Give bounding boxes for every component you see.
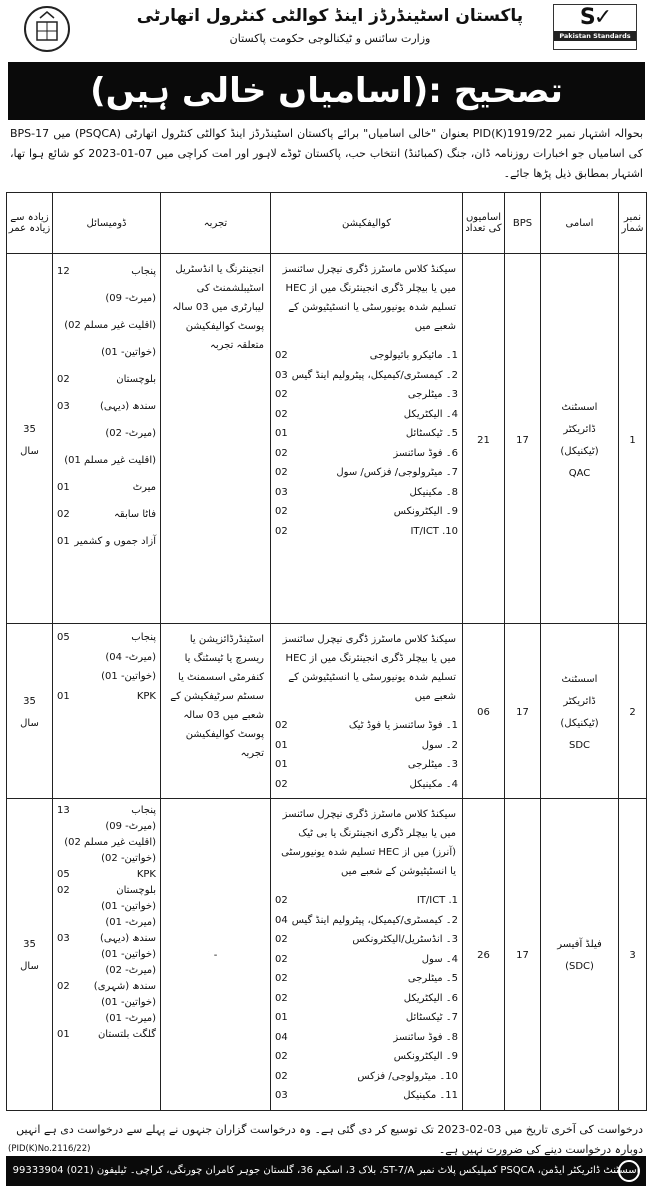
bps-value: 17 (516, 707, 529, 718)
domicile-cell (53, 624, 161, 799)
qualification-list (271, 712, 462, 798)
domicile-item (57, 915, 156, 931)
qualification-item-count: 02 (275, 778, 288, 790)
post-title-line: ڈائریکٹر (563, 696, 596, 707)
domicile-item-count: 02 (57, 374, 70, 385)
qualification-item-label: 3۔ میٹلرجی (407, 389, 458, 400)
bps-cell (505, 624, 541, 799)
domicile-item (57, 648, 156, 668)
domicile-item-label: (اقلیت غیر مسلم 02) (64, 837, 156, 848)
bps-value: 17 (516, 434, 529, 446)
domicile-item-label: سندھ (شہری) (93, 981, 156, 992)
age-cell (7, 799, 53, 1111)
header-qualification: کوالیفکیشن (271, 193, 463, 254)
qualification-item-count: 02 (275, 408, 288, 420)
age-value: سال (20, 445, 39, 457)
count-cell (463, 799, 505, 1111)
domicile-item (57, 979, 156, 995)
experience-cell (161, 799, 271, 1111)
header-age: زیادہ سے زیادہ عمر (7, 193, 53, 254)
qualification-item (275, 736, 458, 756)
domicile-item (57, 420, 156, 447)
logo-caption: Pakistan Standards (554, 31, 636, 41)
domicile-list (53, 254, 160, 559)
qualification-item (275, 716, 458, 736)
domicile-item-count (57, 339, 81, 366)
post-title-line: (ٹیکنیکل) (560, 718, 599, 729)
qualification-item (275, 930, 458, 950)
domicile-item (57, 285, 156, 312)
qualification-item-label: 10۔ میٹرولوجی/ فزکس (357, 1070, 458, 1082)
domicile-item (57, 963, 156, 979)
bps-cell (505, 799, 541, 1111)
post-count: 26 (477, 950, 490, 962)
domicile-item (57, 995, 156, 1011)
qualification-item (275, 1028, 458, 1048)
domicile-item-label: بلوچستان (116, 885, 156, 896)
domicile-item-count (57, 667, 81, 687)
intro-paragraph: بحوالہ اشتہار نمبر 1919/22(PID(K بعنوان "خالی اسامیاں" برائے پاکستان اسٹینڈرڈز اینڈ کوالٹی کنٹرول اتھارٹی (PSQCA) میں BPS-17 کی اسامیاں جو اخبارات روزنامہ ڈان، جنگ (کمبائنڈ) انتخاب حب، پاکستان ٹوڈے لاہور اور امت کراچی میں 07-01-2023 کو شائع ہوا تھا، اشتہار بمطابق ذیل پڑھا جائے۔ (10, 127, 644, 180)
qualification-item-label: 3۔ میٹلرجی (407, 759, 458, 770)
domicile-item-label: (خواتین- 02) (101, 853, 156, 864)
qualification-item-count: 01 (275, 428, 288, 439)
domicile-item-label: (خواتین- 01) (101, 901, 156, 912)
qualification-item-label: 5۔ میٹلرجی (407, 973, 458, 984)
domicile-item-label: (خواتین- 01) (101, 997, 156, 1008)
domicile-item (57, 867, 156, 883)
domicile-item (57, 628, 156, 648)
post-title-line: اسسٹنٹ (561, 674, 598, 685)
qualification-item-count: 03 (275, 486, 288, 498)
qualification-item (275, 969, 458, 989)
domicile-item-count (57, 648, 81, 668)
domicile-item-count: 01 (57, 536, 70, 547)
qualification-item (275, 950, 458, 970)
qualification-item-label: 2۔ کیمسٹری/کیمیکل، پیٹرولیم اینڈ گیس (291, 369, 458, 381)
domicile-cell (53, 799, 161, 1111)
qualification-item (275, 775, 458, 795)
domicile-item-label: (اقلیت غیر مسلم 02) (64, 320, 156, 331)
serial-number: 3 (629, 950, 636, 962)
qualification-intro: سیکنڈ کلاس ماسٹرز ڈگری نیچرل سائنسز میں یا بیچلر ڈگری انجینئرنگ یا بی ٹیک (آنرز) میں از HEC تسلیم شدہ یونیورسٹی یا انسٹیٹیوشن کے شعبے میں (281, 809, 456, 877)
domicile-item (57, 687, 156, 707)
age-cell (7, 624, 53, 799)
organization-title: پاکستان اسٹینڈرڈز اینڈ کوالٹی کنٹرول اتھارٹی (136, 6, 524, 26)
qualification-item (275, 911, 458, 931)
qualification-item (275, 1008, 458, 1028)
post-title-line: SDC (568, 740, 591, 751)
post-title-line: اسسٹنٹ (561, 401, 598, 413)
header-count: اسامیوں کی تعداد (463, 193, 505, 254)
domicile-item-label: KPK (136, 869, 156, 880)
sno-cell (619, 254, 647, 624)
qualification-item-count: 02 (275, 350, 288, 361)
qualification-item-count: 01 (275, 759, 288, 770)
sno-cell (619, 624, 647, 799)
qualification-item-label: IT/ICT .1 (416, 895, 458, 906)
qualification-item (275, 366, 458, 386)
qualification-item-label: 9۔ الیکٹرونکس (393, 506, 458, 517)
qualification-item (275, 755, 458, 775)
sno-cell (619, 799, 647, 1111)
experience-text: - (213, 950, 218, 962)
qualification-item-count: 02 (275, 973, 288, 984)
qualification-item-count: 04 (275, 914, 288, 926)
qualification-item (275, 483, 458, 503)
domicile-item (57, 1011, 156, 1027)
domicile-item (57, 851, 156, 867)
qualification-item-label: IT/ICT .10 (410, 525, 458, 537)
age-value: 35 (23, 939, 36, 951)
header-bps: BPS (505, 193, 541, 254)
qualification-item-count: 03 (275, 369, 288, 381)
qualification-item (275, 1086, 458, 1106)
qualification-item (275, 989, 458, 1009)
qualification-item-count: 02 (275, 467, 288, 478)
qualification-item (275, 1067, 458, 1087)
domicile-item-label: (خواتین- 01) (101, 671, 156, 682)
domicile-item (57, 312, 156, 339)
qualification-item (275, 424, 458, 444)
domicile-item-count: 05 (57, 632, 70, 643)
qualification-item (275, 405, 458, 425)
domicile-item (57, 835, 156, 851)
post-title-line: QAC (568, 467, 591, 479)
domicile-item-count: 03 (57, 401, 70, 412)
domicile-item-count: 02 (57, 885, 70, 896)
table-header-row (7, 193, 647, 254)
domicile-item-label: فاٹا سابقہ (114, 509, 156, 520)
experience-text: اسٹینڈرڈائزیشن یا ریسرچ یا ٹیسٹنگ یا کنفرمٹی اسسمنٹ یا سسٹم سرٹیفکیشن کے شعبے میں 03 سالہ پوسٹ کوالیفکیشن تجربہ (170, 634, 264, 759)
domicile-item-count (57, 835, 64, 851)
domicile-item (57, 899, 156, 915)
domicile-item-label: پنجاب (131, 805, 156, 816)
qualification-item-label: 4۔ مکینیکل (409, 778, 458, 790)
domicile-item (57, 393, 156, 420)
domicile-item-count (57, 947, 81, 963)
age-value: سال (20, 961, 39, 973)
experience-cell (161, 254, 271, 624)
corrigendum-banner (8, 62, 645, 120)
domicile-item-count (57, 420, 81, 447)
domicile-item-label: سندھ (دیہی) (99, 401, 156, 412)
qualification-item (275, 522, 458, 542)
domicile-item-count (57, 285, 81, 312)
serial-number: 1 (629, 434, 636, 446)
table-row (7, 254, 647, 624)
qualification-item-label: 7۔ ٹیکسٹائل (405, 1012, 458, 1023)
qualification-item-count: 04 (275, 1031, 288, 1043)
bps-cell (505, 254, 541, 624)
domicile-item-count: 02 (57, 509, 70, 520)
post-title-line: فیلڈ آفیسر (557, 939, 602, 951)
domicile-item-count: 02 (57, 981, 70, 992)
domicile-item (57, 819, 156, 835)
experience-cell (161, 624, 271, 799)
post-title-line: ڈائریکٹر (563, 423, 596, 435)
count-cell (463, 254, 505, 624)
qualification-item-count: 02 (275, 447, 288, 459)
qualification-item-count: 02 (275, 1070, 288, 1082)
qualification-item-count: 02 (275, 720, 288, 731)
age-cell (7, 254, 53, 624)
domicile-item-label: آزاد جموں و کشمیر (74, 536, 156, 547)
age-value: 35 (23, 696, 36, 707)
domicile-item-count (57, 963, 81, 979)
qualification-item (275, 1047, 458, 1067)
post-title-line: (ٹیکنیکل) (560, 445, 599, 457)
qualification-intro: سیکنڈ کلاس ماسٹرز ڈگری نیچرل سائنسز میں یا بیچلر ڈگری انجینئرنگ میں از HEC تسلیم شدہ یونیورسٹی یا انسٹیٹیوشن کے شعبے میں (282, 264, 456, 332)
domicile-item (57, 931, 156, 947)
qualification-item-count: 02 (275, 895, 288, 906)
qualification-item-count: 02 (275, 1051, 288, 1062)
domicile-item-count (57, 995, 81, 1011)
domicile-list (53, 624, 160, 710)
post-count: 06 (477, 707, 490, 718)
header (0, 0, 653, 62)
address-text: اسسٹنٹ ڈائریکٹر ایڈمن، PSQCA کمپلیکس پلاٹ نمبر ST-7/A، بلاک 3، اسکیم 36، گلستان جوہر کامران چورنگی، کراچی۔ ٹیلیفون (021) 99333904 (12, 1165, 640, 1176)
header-domicile: ڈومیسائل (53, 193, 161, 254)
government-emblem-icon (22, 4, 72, 54)
domicile-list (53, 799, 160, 1047)
domicile-item (57, 258, 156, 285)
qualification-item-label: 8۔ فوڈ سائنسز (393, 1031, 458, 1043)
domicile-item (57, 883, 156, 899)
domicile-item-label: (میرٹ- 09) (105, 293, 156, 304)
age-value: 35 (23, 423, 36, 435)
header-sno: نمبر شمار (619, 193, 647, 254)
domicile-item-label: (میرٹ- 09) (105, 821, 156, 832)
age-value: سال (20, 718, 39, 729)
domicile-item-count: 12 (57, 266, 70, 277)
domicile-item-label: (خواتین- 01) (101, 347, 156, 358)
standards-mark-icon: S✓ (579, 5, 611, 30)
qualification-item-count: 02 (275, 389, 288, 400)
qualification-item-label: 2۔ سول (421, 739, 458, 751)
domicile-item-count: 05 (57, 869, 70, 880)
vacancies-table (6, 192, 647, 1111)
qualification-cell (271, 624, 463, 799)
domicile-item-count (57, 819, 81, 835)
qualification-item-label: 4۔ سول (421, 953, 458, 965)
domicile-item (57, 447, 156, 474)
serial-number: 2 (629, 707, 636, 718)
address-bar (6, 1156, 646, 1186)
domicile-item-label: بلوچستان (116, 374, 156, 385)
qualification-list (271, 342, 462, 545)
pid-number: (PID(K)No.2116/22) (8, 1144, 91, 1154)
qualification-item-count: 01 (275, 739, 288, 751)
qualification-item-count: 02 (275, 525, 288, 537)
qualification-item-count: 02 (275, 953, 288, 965)
domicile-item (57, 366, 156, 393)
bps-value: 17 (516, 950, 529, 962)
qualification-item-label: 8۔ مکینیکل (409, 486, 458, 498)
domicile-item-label: KPK (136, 690, 156, 702)
post-count: 21 (477, 434, 490, 446)
domicile-item-label: سندھ (دیہی) (99, 933, 156, 944)
deadline-note: درخواست کی آخری تاریخ میں 03-02-2023 تک توسیع کر دی گئی ہے۔ وہ درخواست گزاران جنہوں نے پہلے سے درخواست دی ہے انہیں دوبارہ درخواست دینے کی ضرورت نہیں ہے۔ (16, 1123, 643, 1156)
domicile-item-count (57, 915, 81, 931)
domicile-item-label: (میرٹ- 01) (105, 917, 156, 928)
domicile-item-label: میرٹ (132, 482, 156, 493)
qualification-item-count: 02 (275, 934, 288, 945)
qualification-item-count: 01 (275, 1012, 288, 1023)
domicile-item (57, 339, 156, 366)
qualification-item (275, 346, 458, 366)
qualification-cell (271, 799, 463, 1111)
domicile-item-label: (خواتین- 01) (101, 949, 156, 960)
domicile-item-count: 13 (57, 805, 70, 816)
domicile-item-label: پنجاب (131, 632, 156, 643)
qualification-item-label: 1۔ فوڈ سائنسز یا فوڈ ٹیک (348, 720, 458, 731)
qualification-item-label: 2۔ کیمسٹری/کیمیکل، پیٹرولیم اینڈ گیس (291, 914, 458, 926)
domicile-item-count (57, 1011, 81, 1027)
qualification-item-count: 03 (275, 1090, 288, 1101)
qualification-item (275, 463, 458, 483)
qualification-list (271, 887, 462, 1110)
domicile-item-label: (میرٹ- 04) (105, 651, 156, 663)
domicile-item-label: گلگت بلتستان (97, 1029, 156, 1040)
domicile-item-label: پنجاب (131, 266, 156, 277)
domicile-item-count (57, 899, 81, 915)
domicile-item-count: 01 (57, 690, 70, 702)
domicile-item (57, 474, 156, 501)
domicile-item-count: 03 (57, 933, 70, 944)
domicile-item (57, 803, 156, 819)
qualification-item-count: 02 (275, 506, 288, 517)
table-row (7, 799, 647, 1111)
post-cell (541, 254, 619, 624)
count-cell (463, 624, 505, 799)
psqca-seal-icon (618, 1160, 640, 1182)
qualification-item (275, 444, 458, 464)
qualification-item (275, 891, 458, 911)
banner-text: تصحیح :(اسامیاں خالی ہیں) (90, 71, 563, 111)
qualification-item-label: 3۔ انڈسٹریل/الیکٹرونکس (352, 934, 458, 945)
domicile-item-label: (میرٹ- 02) (105, 428, 156, 439)
domicile-item (57, 667, 156, 687)
post-cell (541, 624, 619, 799)
qualification-item-label: 4۔ الیکٹریکل (403, 408, 458, 420)
qualification-item (275, 502, 458, 522)
domicile-item-label: (اقلیت غیر مسلم 01) (64, 455, 156, 466)
qualification-item (275, 385, 458, 405)
qualification-item-label: 1۔ مائیکرو بائیولوجی (369, 350, 458, 361)
qualification-cell (271, 254, 463, 624)
domicile-item (57, 528, 156, 555)
qualification-item-label: 5۔ ٹیکسٹائل (405, 428, 458, 439)
qualification-item-label: 6۔ الیکٹریکل (403, 992, 458, 1004)
domicile-item-count (57, 447, 64, 474)
ministry-subtitle: وزارت سائنس و ٹیکنالوجی حکومت پاکستان (229, 32, 431, 45)
domicile-item (57, 1027, 156, 1043)
post-title-line: (SDC) (565, 961, 594, 973)
table-row (7, 624, 647, 799)
domicile-item (57, 501, 156, 528)
domicile-item-count: 01 (57, 1029, 70, 1040)
domicile-item-label: (میرٹ- 01) (105, 1013, 156, 1024)
domicile-item-label: (میرٹ- 02) (105, 965, 156, 976)
domicile-item-count (57, 312, 64, 339)
header-experience: تجربہ (161, 193, 271, 254)
header-post: اسامی (541, 193, 619, 254)
qualification-item-label: 9۔ الیکٹرونکس (393, 1051, 458, 1062)
domicile-cell (53, 254, 161, 624)
qualification-item-label: 7۔ میٹرولوجی/ فزکس/ سول (336, 467, 458, 478)
experience-text: انجینئرنگ یا انڈسٹریل اسٹیبلشمنٹ کی لیبارٹری میں 03 سالہ پوسٹ کوالیفکیشن متعلقہ تجربہ (172, 264, 264, 351)
domicile-item (57, 947, 156, 963)
domicile-item-count (57, 851, 81, 867)
domicile-item-count: 01 (57, 482, 70, 493)
pakistan-standards-logo (553, 4, 637, 50)
qualification-intro: سیکنڈ کلاس ماسٹرز ڈگری نیچرل سائنسز میں یا بیچلر ڈگری انجینئرنگ میں از HEC تسلیم شدہ یونیورسٹی یا انسٹیٹیوشن کے شعبے میں (282, 634, 456, 702)
post-cell (541, 799, 619, 1111)
qualification-item-count: 02 (275, 992, 288, 1004)
qualification-item-label: 11۔ مکینیکل (403, 1090, 458, 1101)
qualification-item-label: 6۔ فوڈ سائنسز (393, 447, 458, 459)
